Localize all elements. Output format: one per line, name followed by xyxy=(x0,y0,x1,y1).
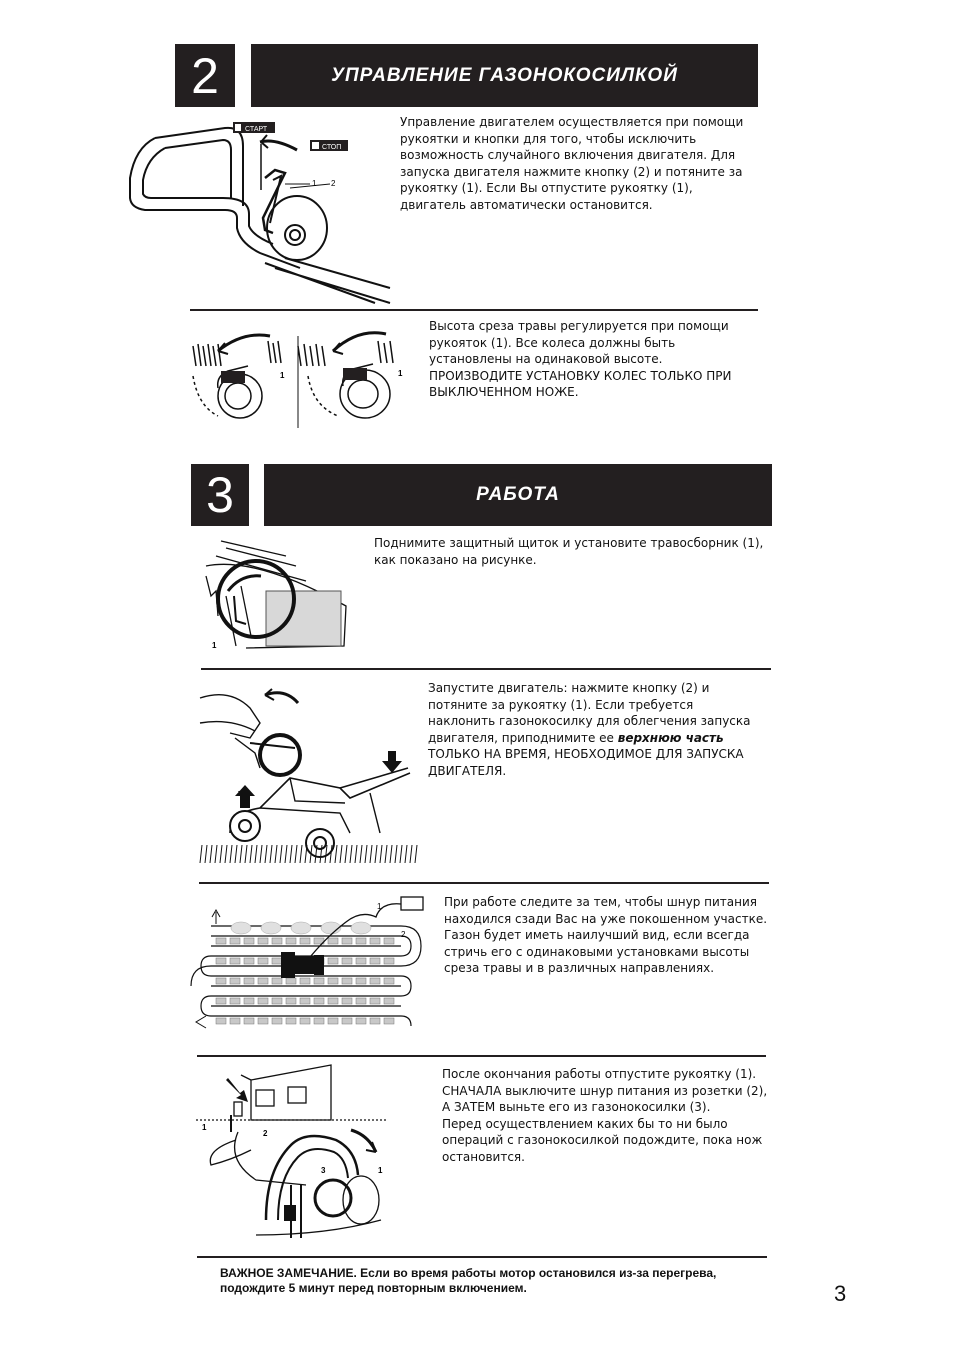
start-engine-illustration xyxy=(200,683,420,865)
end-of-work-line-1: После окончания работы отпустите рукоятку (1). xyxy=(442,1067,757,1081)
callout-1: 1 xyxy=(202,1123,207,1132)
divider xyxy=(201,668,771,670)
paragraph-end-of-work xyxy=(442,1066,782,1165)
section-2-title-text: УПРАВЛЕНИЕ ГАЗОНОКОСИЛКОЙ xyxy=(331,64,678,86)
callout-2: 2 xyxy=(331,179,336,188)
callout-1: 1 xyxy=(312,179,317,188)
end-of-work-illustration xyxy=(196,1060,396,1240)
grass-catcher-illustration xyxy=(196,536,346,654)
divider xyxy=(190,309,758,311)
paragraph-engine-control xyxy=(400,114,760,213)
callout-3: 3 xyxy=(321,1166,326,1175)
important-note-line-1: ВАЖНОЕ ЗАМЕЧАНИЕ. Если во время работы мотор остановился из-за перегрева, xyxy=(220,1266,717,1280)
paragraph-cut-height-text: Высота среза травы регулируется при помощи рукояток (1). Все колеса должны быть установлены на одинаковой высоте. xyxy=(429,319,729,366)
divider xyxy=(197,1256,767,1258)
callout-2: 2 xyxy=(263,1129,268,1138)
section-3-title-text: РАБОТА xyxy=(476,484,560,505)
callout-1a: 1 xyxy=(280,371,285,380)
stop-label: СТОП xyxy=(322,144,342,151)
paragraph-cut-height-warning: ПРОИЗВОДИТЕ УСТАНОВКУ КОЛЕС ТОЛЬКО ПРИ ВЫКЛЮЧЕННОМ НОЖЕ. xyxy=(429,368,732,399)
section-3-number xyxy=(191,464,249,526)
figure-grass-catcher xyxy=(196,536,346,654)
callout-4: 1 xyxy=(378,1166,383,1175)
section-3-title xyxy=(264,464,772,526)
end-of-work-line-4: Перед осуществлением каких бы то ни было операций с газонокосилкой подождите, пока нож остановится. xyxy=(442,1116,763,1164)
paragraph-grass-catcher-text: Поднимите защитный щиток и установите травосборник (1), как показано на рисунке. xyxy=(374,536,764,567)
paragraph-grass-catcher xyxy=(374,535,766,568)
callout-1: 1 xyxy=(212,641,217,650)
paragraph-engine-control-text: Управление двигателем осуществляется при помощи рукоятки и кнопки для того, чтобы исключить возможность случайного включения двигателя. Для запуска двигателя нажмите кнопку (2) и потяните за рукоятку (1). Если Вы отпустите рукоятку (1), двигатель автоматически остановится. xyxy=(400,115,744,212)
divider xyxy=(199,882,769,884)
section-2-number xyxy=(175,44,235,107)
start-label: СТАРТ xyxy=(245,126,268,133)
page-number: 3 xyxy=(834,1281,847,1306)
section-3-number-text: 3 xyxy=(206,467,234,523)
figure-wheel-height xyxy=(188,316,418,428)
handle-illustration xyxy=(125,118,395,303)
callout-1b: 1 xyxy=(398,369,403,378)
paragraph-start-engine xyxy=(428,680,762,779)
paragraph-power-cord-text: При работе следите за тем, чтобы шнур питания находился сзади Вас на уже покошенном участке. Газон будет иметь наилучший вид, если всегда стричь его с одинаковыми установками высоты среза травы и в различных направлениях. xyxy=(444,895,768,975)
important-note-line-2: подождите 5 минут перед повторным включением. xyxy=(220,1281,527,1295)
figure-end-of-work xyxy=(196,1060,396,1240)
wheel-height-illustration xyxy=(188,316,418,428)
mowing-pattern-illustration xyxy=(196,892,436,1032)
callout-1: 1 xyxy=(377,902,382,911)
paragraph-cut-height xyxy=(429,318,761,401)
important-note xyxy=(220,1266,780,1296)
end-of-work-line-2: СНАЧАЛА выключите шнур питания из розетки (2), xyxy=(442,1083,768,1098)
figure-start-engine xyxy=(200,683,420,865)
start-engine-emphasis: верхнюю часть xyxy=(617,730,724,745)
callout-2: 2 xyxy=(401,930,406,939)
start-engine-text-a: Запустите двигатель: нажмите кнопку (2) и потяните за рукоятку (1). Если требуется наклонить газонокосилку для облегчения запуска двигателя, приподнимите ее xyxy=(428,681,751,745)
section-2-number-text: 2 xyxy=(191,47,219,104)
start-engine-text-b: ТОЛЬКО НА ВРЕМЯ, НЕОБХОДИМОЕ ДЛЯ ЗАПУСКА ДВИГАТЕЛЯ. xyxy=(428,747,744,778)
end-of-work-line-3: А ЗАТЕМ выньте его из газонокосилки (3). xyxy=(442,1100,711,1114)
paragraph-start-engine-text xyxy=(428,680,762,779)
section-2-title xyxy=(251,44,758,107)
divider xyxy=(197,1055,766,1057)
figure-mowing-pattern xyxy=(196,892,436,1032)
paragraph-power-cord xyxy=(444,894,784,977)
figure-handle-start-stop xyxy=(125,118,395,303)
